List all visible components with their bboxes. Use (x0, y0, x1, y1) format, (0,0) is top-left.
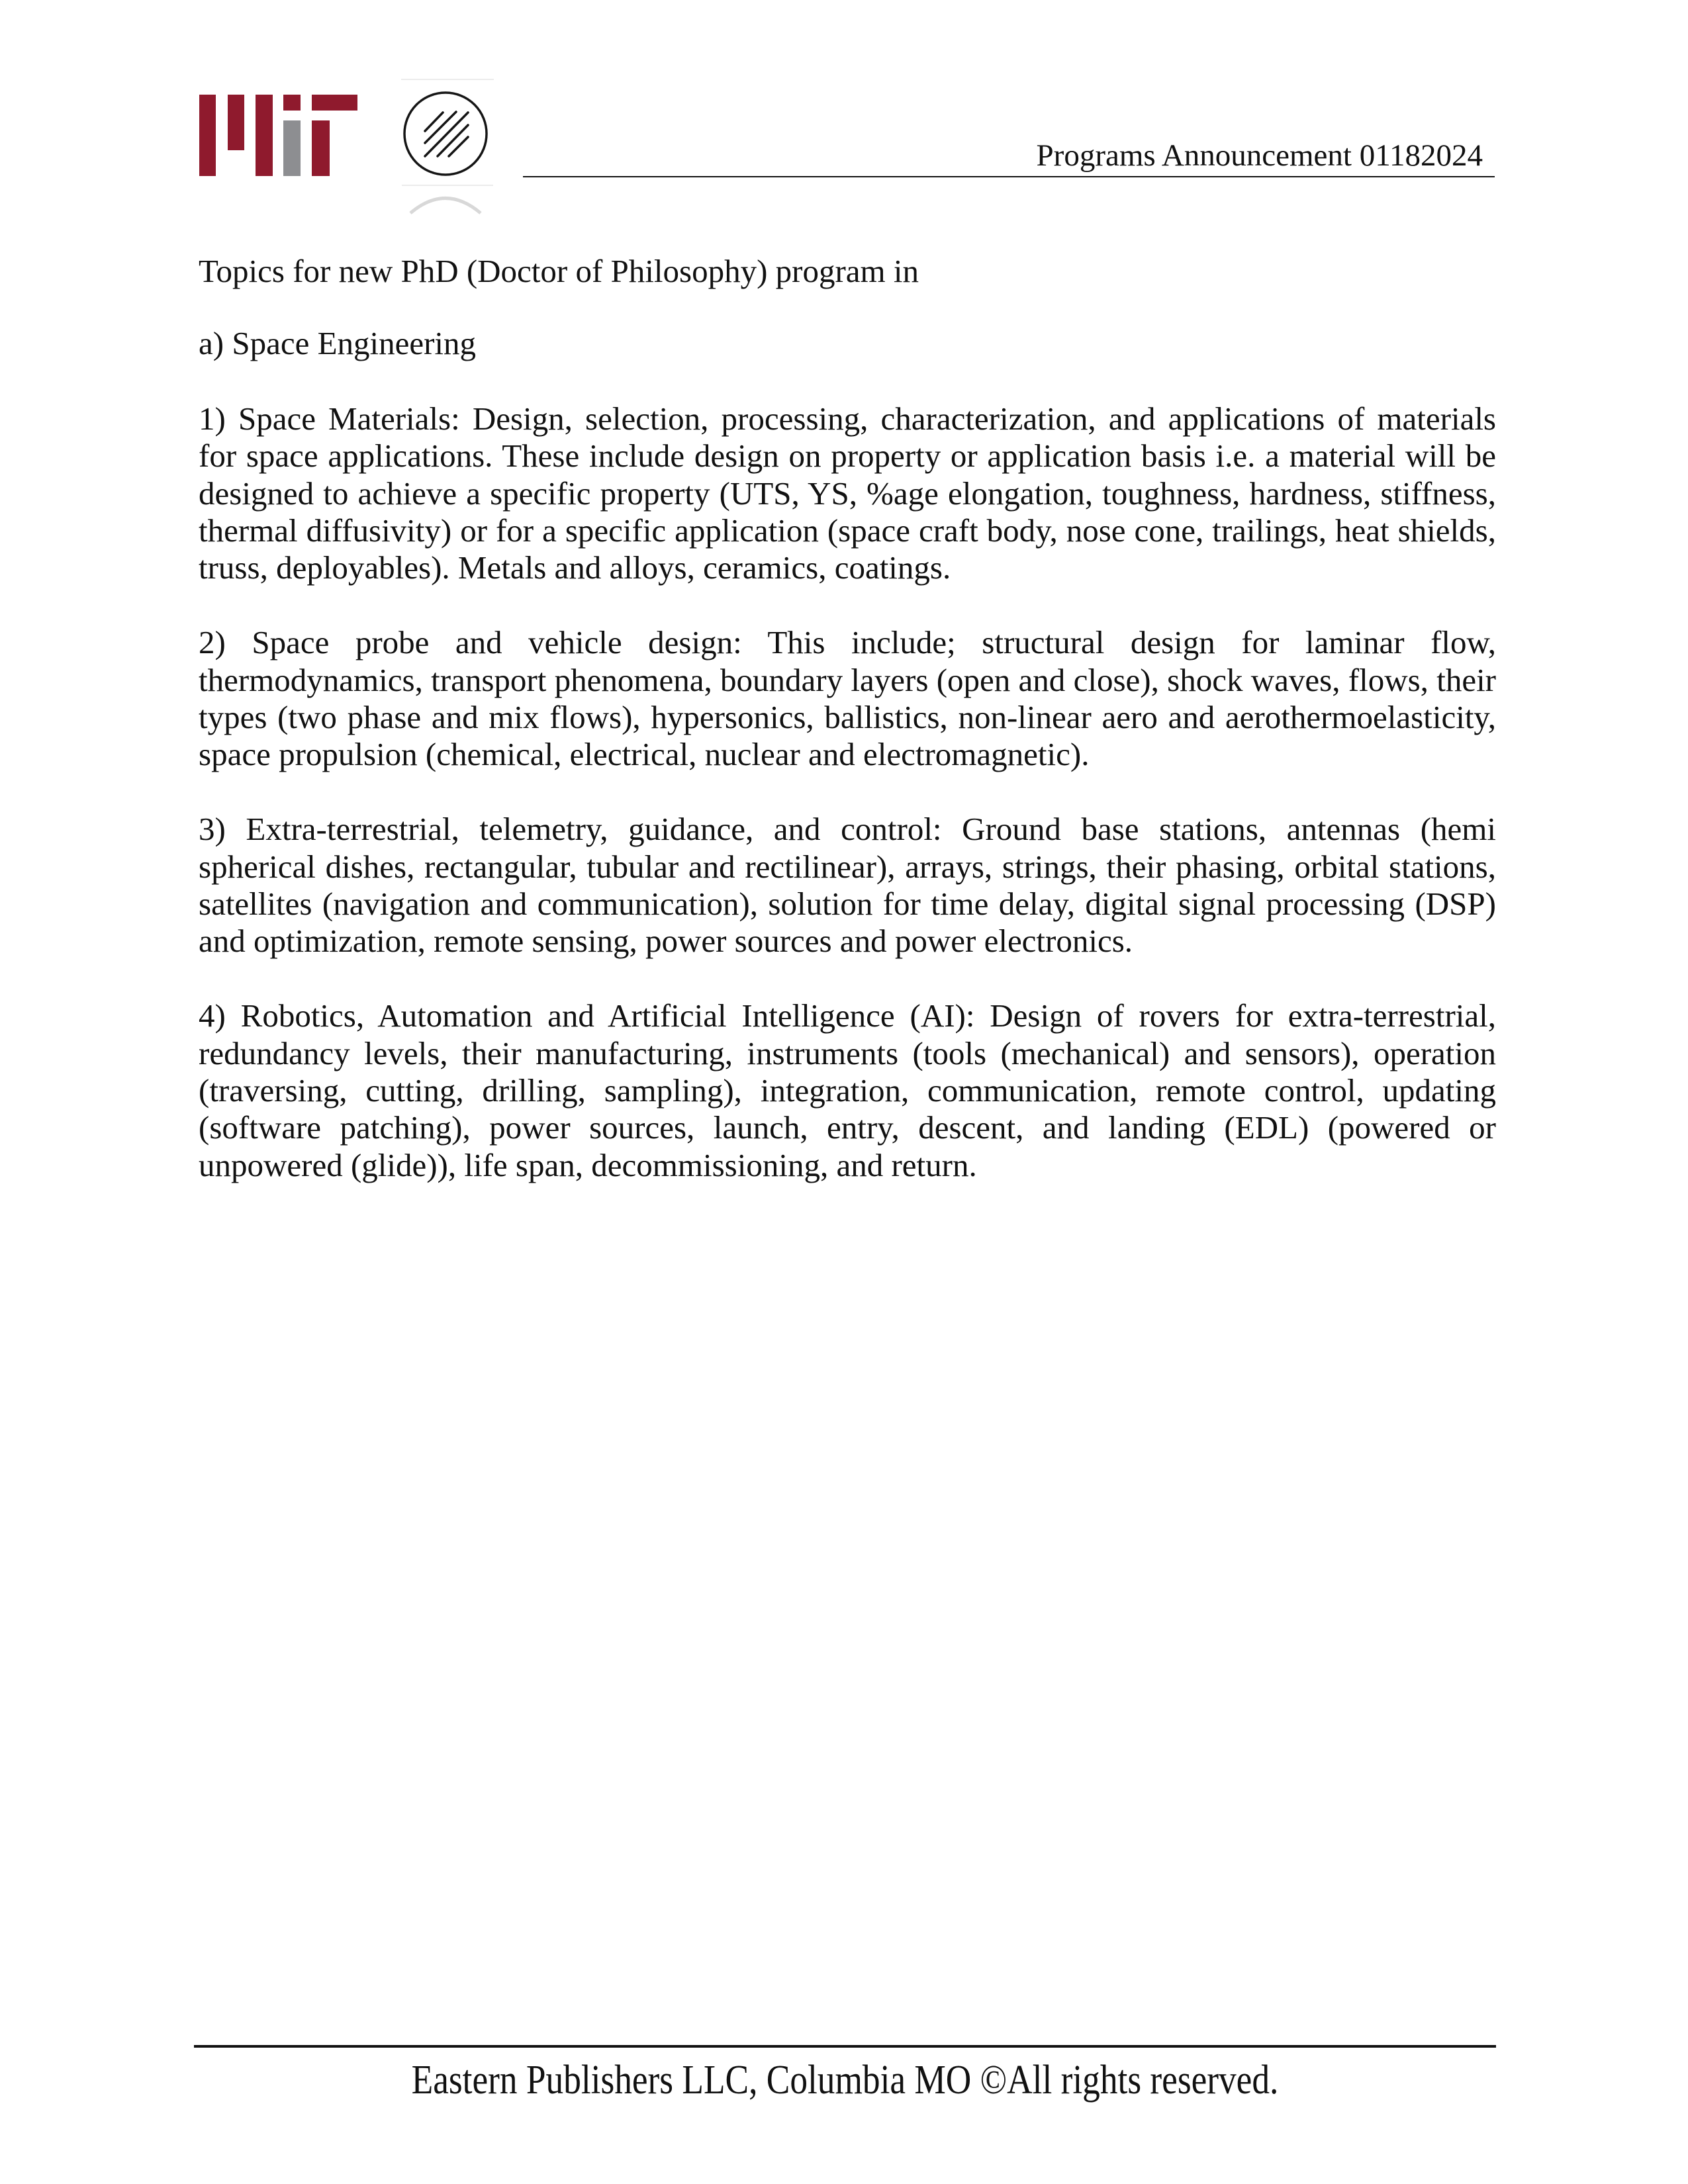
mit-logo-bar-gray (283, 120, 301, 176)
header-divider (523, 176, 1495, 177)
intro-line: Topics for new PhD (Doctor of Philosophy) program in (199, 253, 919, 289)
mit-logo-bar (228, 95, 244, 150)
mit-logo-bar (199, 95, 216, 176)
mit-logo-bar (312, 120, 330, 176)
mit-logo-bar (256, 95, 273, 176)
topic-paragraph: 3) Extra-terrestrial, telemetry, guidance, and control: Ground base stations, antennas (hemi spherical dishes, rectangular, tubular and rectilinear), arrays, strings, their phasing, orbital stations, satellites (navigation and communication), solution for time delay, digital signal processing (DSP) and optimization, remote sensing, power sources and power electronics. (199, 811, 1496, 960)
mit-logo-bar (283, 95, 301, 111)
topic-paragraph: 1) Space Materials: Design, selection, processing, characterization, and applications of materials for space applications. These include design on property or application basis i.e. a material will be designed to achieve a specific property (UTS, YS, %age elongation, toughness, hardness, stiffness, thermal diffusivity) or for a specific application (space craft body, nose cone, trailings, heat shields, truss, deployables). Metals and alloys, ceramics, coatings. (199, 400, 1496, 586)
section-heading: a) Space Engineering (199, 325, 477, 362)
striped-circle-logo-icon (396, 74, 496, 220)
document-body (199, 253, 1496, 1222)
announcement-title: Programs Announcement 01182024 (1036, 138, 1483, 173)
mit-logo (199, 95, 358, 177)
footer-divider (194, 2045, 1496, 2048)
mit-logo-bar (312, 95, 357, 111)
footer-copyright: Eastern Publishers LLC, Columbia MO ©All rights reserved. (411, 2058, 1279, 2103)
topic-paragraph: 2) Space probe and vehicle design: This include; structural design for laminar flow, thermodynamics, transport phenomena, boundary layers (open and close), shock waves, flows, their types (two phase and mix flows), hypersonics, ballistics, non-linear aero and aerothermoelasticity, space propulsion (chemical, electrical, nuclear and electromagnetic). (199, 624, 1496, 773)
topic-paragraph: 4) Robotics, Automation and Artificial Intelligence (AI): Design of rovers for extra-terrestrial, redundancy levels, their manufacturing, instruments (tools (mechanical) and sensors), operation (traversing, cutting, drilling, sampling), integration, communication, remote control, updating (software patching), power sources, launch, entry, descent, and landing (EDL) (powered or unpowered (glide)), life span, decommissioning, and return. (199, 997, 1496, 1183)
